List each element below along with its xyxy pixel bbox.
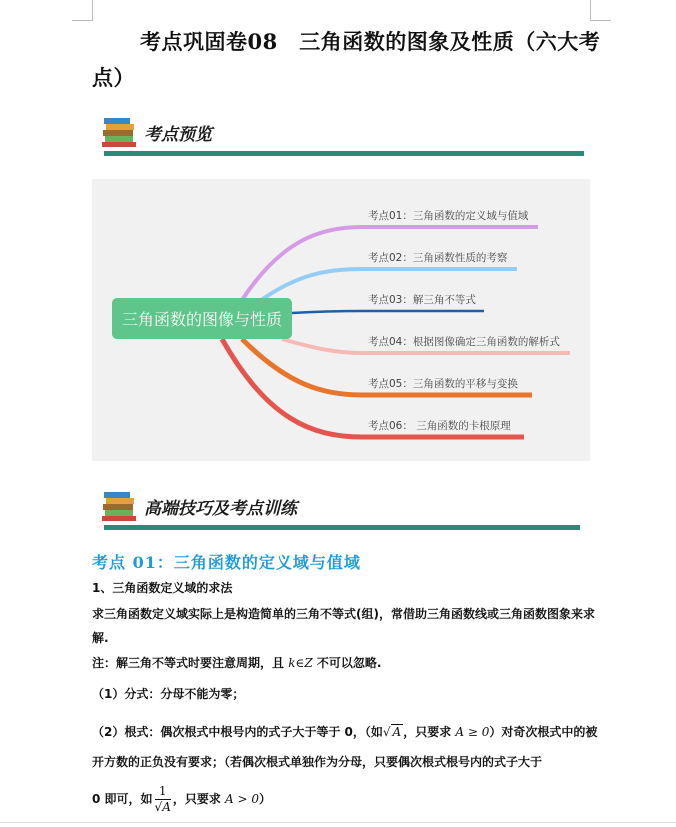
note-prefix: 注：解三角不等式时要注意周期，且	[92, 656, 289, 670]
mindmap-branch-label: 考点03：解三角不等式	[368, 294, 476, 306]
note-suffix: 不可以忽略.	[312, 656, 382, 670]
overview-banner-label: 考点预览	[144, 125, 212, 145]
page-bottom-edge	[0, 822, 676, 823]
books-icon	[102, 116, 142, 148]
overview-banner-rule	[104, 151, 584, 156]
fraction-numerator: 1	[158, 784, 167, 798]
subheading: 1、三角函数定义域的求法	[92, 581, 233, 595]
branch-curve-03	[292, 311, 484, 313]
item2-text-b: ，只要求	[403, 725, 456, 739]
fraction-denominator: √A	[154, 800, 171, 814]
item2-text-d: 0 即可，如	[92, 792, 153, 806]
training-banner-rule	[104, 525, 580, 530]
note-paragraph	[92, 651, 604, 675]
mindmap-image	[92, 179, 590, 461]
item2-text-a: （2）根式：偶次根式中根号内的式子大于等于 0，（如	[92, 725, 383, 739]
item2-condition2: A > 0	[225, 792, 260, 806]
paragraph: 求三角函数定义域实际上是构造简单的三角不等式(组)，常借助三角函数线或三角函数图象来求解.	[92, 607, 595, 645]
mindmap-branch-label: 考点04：根据图像确定三角函数的解析式	[368, 336, 560, 348]
mindmap-branch-label: 考点05：三角函数的平移与变换	[368, 378, 518, 390]
sqrt-radicand: A	[392, 725, 402, 739]
list-item	[92, 717, 604, 777]
page-corner-mark	[590, 0, 611, 21]
sqrt-expression: √ A	[382, 725, 402, 739]
training-banner-label: 高端技巧及考点训练	[144, 499, 297, 519]
mindmap-branch-label: 考点06： 三角函数的卡根原理	[368, 420, 511, 432]
item2-text-c: ）对奇次根式中的被开方数的正负没有要求；（若偶次根式单独作为分母，只要偶次根式根号内的式子大于	[92, 725, 598, 769]
section-heading: 考点 01：三角函数的定义域与值域	[92, 553, 361, 572]
books-icon	[102, 490, 142, 522]
item2-text-e: ，只要求	[172, 792, 226, 806]
list-item: （1）分式：分母不能为零；	[92, 687, 245, 701]
mindmap-root: 三角函数的图像与性质	[112, 298, 292, 339]
mindmap-branch-label: 考点01：三角函数的定义域与值域	[368, 210, 529, 222]
fraction-radicand: A	[162, 800, 171, 814]
item2-condition: A ≥ 0	[455, 725, 490, 739]
fraction-expression	[155, 784, 171, 815]
note-math: k∈Z	[288, 656, 313, 670]
mindmap-branch-label: 考点02：三角函数性质的考察	[368, 252, 508, 264]
list-item-continuation	[92, 784, 604, 815]
item2-text-f: ）	[259, 792, 272, 806]
document-title: 考点巩固卷08 三角函数的图象及性质（六大考点）	[92, 29, 601, 90]
page-corner-mark	[72, 0, 93, 21]
